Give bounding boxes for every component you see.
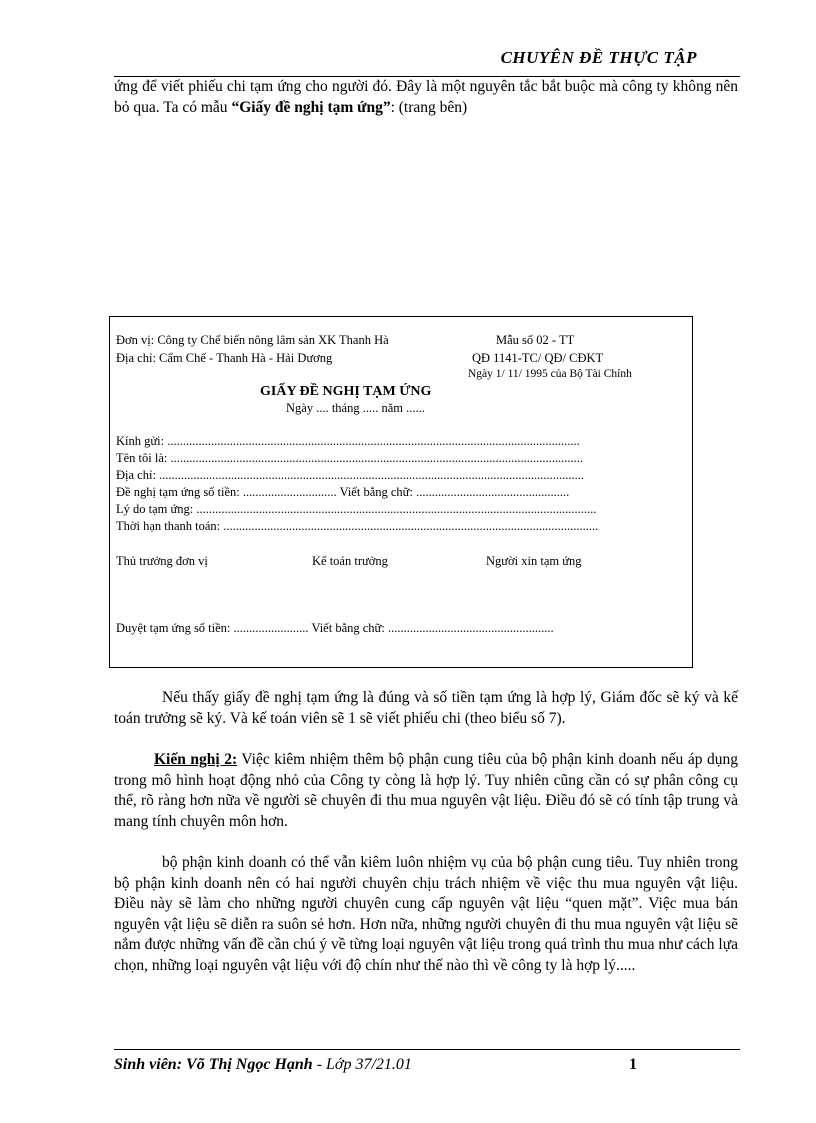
field-recipient	[116, 434, 604, 449]
field-dots: ........................................................................................................................	[223, 519, 598, 533]
signature-applicant: Người xin tạm ứng	[486, 554, 582, 568]
field-label: Tên tôi là:	[116, 451, 168, 465]
field-address	[116, 468, 604, 483]
approve-dots-words: .....................................................	[387, 621, 554, 635]
intro-after: : (trang bên)	[390, 98, 468, 116]
field-dots: ........................................................................................................................................	[159, 468, 585, 482]
intro-paragraph	[114, 77, 738, 118]
signature-director: Thủ trưởng đơn vị	[116, 554, 208, 568]
approve-dots: ........................	[233, 621, 309, 635]
paragraph-1: Nếu thấy giấy đề nghị tạm ứng là đúng và số tiền tạm ứng là hợp lý, Giám đốc sẽ ký và kế toán trưởng sẽ ký. Và kế toán viên sẽ 1 sẽ viết phiếu chi (theo biểu số 7).	[114, 689, 738, 727]
field-name	[116, 451, 604, 466]
field-label: Địa chỉ:	[116, 468, 156, 482]
field-reason	[116, 502, 606, 517]
footer-author	[114, 1056, 412, 1074]
field-dots: ....................................................................................................................................	[167, 434, 580, 448]
advance-request-form	[109, 316, 693, 668]
form-decision: QĐ 1141-TC/ QĐ/ CĐKT	[472, 351, 604, 365]
signature-chief-accountant: Kế toán trưởng	[312, 554, 388, 568]
footer-author-name: Sinh viên: Võ Thị Ngọc Hạnh	[114, 1056, 313, 1073]
footer-class: - Lớp 37/21.01	[312, 1056, 412, 1073]
paragraph-3: bộ phận kinh doanh có thể vẫn kiêm luôn nhiệm vụ của bộ phận cung tiêu. Tuy nhiên trong bộ phận kinh doanh nên có hai người chuyên chịu trách nhiệm về việc thu mua nguyên vật liệu. Điều này sẽ làm cho những người chuyên cung cấp nguyên vật liệu “quen mặt”. Việc mua bán nguyên vật liệu sẽ diễn ra suôn sẻ hơn. Hơn nữa, những người chuyên đi thu mua nguyên vật liệu sẽ nắm được những vấn đề cần chú ý về từng loại nguyên vật liệu trong quá trình thu mua như cách lựa chọn, những loại nguyên vật liệu với độ chín như thế nào thì về công ty là hợp lý.....	[114, 854, 738, 974]
field-label: Thời hạn thanh toán:	[116, 519, 221, 533]
form-date-line: Ngày .... tháng ..... năm ......	[286, 401, 425, 415]
intro-text: ứng để viết phiếu chi tạm ứng cho người đó. Đây là một nguyên tắc bắt buộc mà công ty không nên bỏ qua. Ta có mẫu	[114, 78, 738, 116]
field-dots-words: .................................................	[416, 485, 570, 499]
field-dots: ................................................................................................................................	[196, 502, 597, 516]
field-dots: ....................................................................................................................................	[170, 451, 583, 465]
paragraph-2	[114, 750, 738, 832]
approve-label-words: Viết bằng chữ:	[311, 621, 385, 635]
field-label-words: Viết bằng chữ:	[339, 485, 413, 499]
form-number: Mẫu số 02 - TT	[496, 333, 575, 347]
intro-quoted: “Giấy đề nghị tạm ứng”	[231, 98, 391, 116]
form-title: GIẤY ĐỀ NGHỊ TẠM ỨNG	[260, 384, 432, 399]
field-label: Kính gửi:	[116, 434, 165, 448]
page-number: 1	[629, 1056, 637, 1073]
form-decision-date: Ngày 1/ 11/ 1995 của Bộ Tài Chính	[468, 368, 632, 380]
field-label: Đề nghị tạm ứng số tiền:	[116, 485, 240, 499]
recommendation-heading: Kiến nghị 2:	[154, 751, 238, 768]
form-address: Địa chỉ: Cẩm Chế - Thanh Hà - Hải Dương	[116, 351, 333, 365]
approve-label: Duyệt tạm ứng số tiền:	[116, 621, 231, 635]
footer-rule	[114, 1049, 740, 1050]
header-title: CHUYÊN ĐỀ THỰC TẬP	[500, 48, 697, 67]
field-deadline	[116, 519, 598, 534]
approve-amount-line	[116, 621, 604, 636]
field-label: Lý do tạm ứng:	[116, 502, 194, 516]
form-unit: Đơn vị: Công ty Chế biến nông lâm sản XK Thanh Hà	[116, 333, 389, 347]
field-amount	[116, 485, 604, 500]
paragraph-2-text: Việc kiêm nhiệm thêm bộ phận cung tiêu của bộ phận kinh doanh nếu áp dụng trong mô hình hoạt động nhỏ của Công ty còng là hợp lý. Tuy nhiên cũng cần có sự phân công cụ thể, rõ ràng hơn nữa về người sẽ chuyên đi thu mua nguyên vật liệu. Điều đó sẽ có tính tập trung và mang tính chuyên môn hơn.	[114, 751, 738, 830]
field-dots: ..............................	[242, 485, 337, 499]
